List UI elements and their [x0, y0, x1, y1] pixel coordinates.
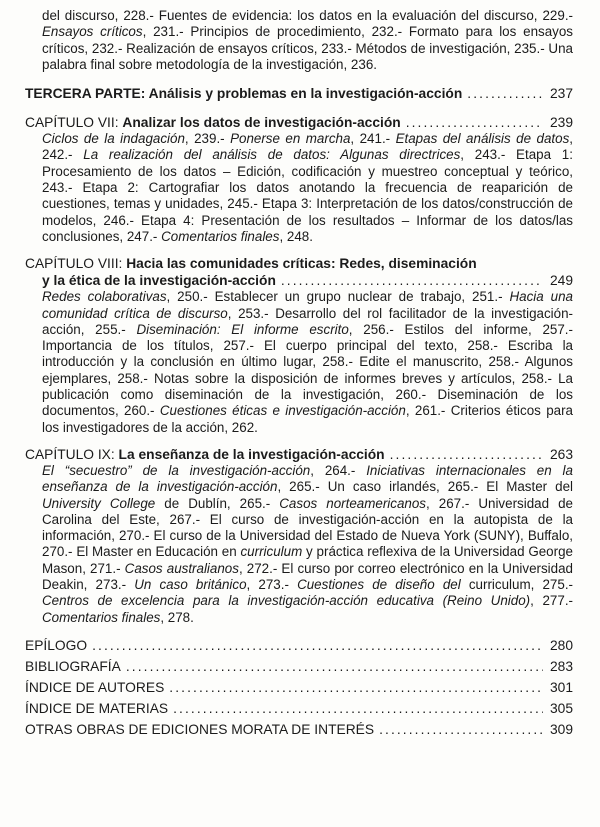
toc-entry-epilogo	[25, 638, 573, 659]
toc-continuation-paragraph: del discurso, 228.- Fuentes de evidencia: los datos en la evaluación del discurso, 229.- Ensayos críticos, 231.- Principios de procedimiento, 232.- Formato para los ensayos críticos, 232.- Realización de ensayos críticos, 233.- Métodos de investigación, 235.- Una palabra final sobre metodología de la investigación, 236.	[42, 8, 573, 72]
part-title: TERCERA PARTE: Análisis y problemas en la investigación-acción	[25, 86, 463, 102]
page-number: 301	[549, 679, 573, 695]
toc-entry-otras-obras	[25, 722, 573, 743]
chapter-7-title-text: Analizar los datos de investigación-acción	[122, 115, 401, 131]
dot-leader	[467, 85, 543, 99]
dot-leader	[92, 638, 543, 652]
toc-entry-indice-autores	[25, 680, 573, 701]
back-matter-label: ÍNDICE DE MATERIAS	[25, 700, 169, 716]
chapter-8-subentries: Redes colaborativas, 250.- Establecer un grupo nuclear de trabajo, 251.- Hacia una comunidad crítica de discurso, 253.- Desarrollo del rol facilitador de la investigación-acción, 255.- Diseminación: El informe escrito, 256.- Estilos del informe, 257.- Importancia de los títulos, 257.- El cuerpo principal del texto, 258.- Escriba la introducción y la conclusión en último lugar, 258.- Edite el manuscrito, 258.- Algunos ejemplares, 258.- Notas sobre la disposición de informes breves y artículos, 258.- La publicación como diseminación de la investigación, 260.- Diseminación de los documentos, 260.- Cuestiones éticas e investigación-acción, 261.- Criterios éticos para los investigadores de la acción, 262.	[42, 289, 574, 435]
dot-leader	[173, 701, 543, 715]
page-number: 239	[549, 115, 573, 131]
page-number: 309	[549, 721, 573, 737]
chapter-7-heading	[25, 114, 573, 131]
dot-leader	[126, 659, 543, 673]
page-number: 249	[549, 273, 573, 289]
chapter-8-heading-line1	[25, 255, 573, 272]
chapter-9-subentries: El “secuestro” de la investigación-acción, 264.- Iniciativas internacionales en la enseñanza de la investigación-acción, 265.- Un caso irlandés, 265.- El Master del University College de Dublín, 265.- Casos norteamericanos, 267.- Universidad de Carolina del Este, 267.- El curso de investigación-acción en la autopista de la información, 270.- El curso de la Universidad del Estado de Nueva York (SUNY), Buffalo, 270.- El Master en Educación en curriculum y práctica reflexiva de la Universidad George Mason, 271.- Casos australianos, 272.- El curso por correo electrónico en la Universidad Deakin, 273.- Un caso británico, 273.- Cuestiones de diseño del curriculum, 275.- Centros de excelencia para la investigación-acción educativa (Reino Unido), 277.- Comentarios finales, 278.	[42, 462, 573, 625]
back-matter-label: ÍNDICE DE AUTORES	[25, 679, 165, 695]
chapter-8-heading-line2	[42, 272, 573, 289]
toc-back-matter	[25, 638, 573, 743]
page-number: 280	[549, 637, 573, 653]
back-matter-label: EPÍLOGO	[25, 637, 88, 653]
back-matter-label: OTRAS OBRAS DE EDICIONES MORATA DE INTERÉS	[25, 721, 375, 737]
chapter-9-prefix: CAPÍTULO IX:	[25, 446, 119, 462]
chapter-8-prefix: CAPÍTULO VIII:	[25, 256, 127, 272]
back-matter-label: BIBLIOGRAFÍA	[25, 658, 121, 674]
chapter-7-title	[25, 114, 401, 131]
dot-leader	[169, 680, 543, 694]
toc-entry-chapter-9	[25, 446, 573, 626]
toc-entry-bibliografia	[25, 659, 573, 680]
chapter-7-subentries: Ciclos de la indagación, 239.- Ponerse en marcha, 241.- Etapas del análisis de datos, 242.- La realización del análisis de datos: Algunas directrices, 243.- Etapa 1: Procesamiento de los datos – Edición, codificación y muestreo conceptual y teórico, 243.- Etapa 2: Cartografiar los datos anotando la frecuencia de reaparición de cuestiones, temas y unidades, 245.- Etapa 3: Interpretación de los datos/construcción de modelos, 246.- Etapa 4: Presentación de los resultados – Informar de los datos/las conclusiones, 247.- Comentarios finales, 248.	[42, 131, 573, 244]
chapter-9-title-text: La enseñanza de la investigación-acción	[118, 446, 385, 462]
chapter-8-title-line2: y la ética de la investigación-acción	[42, 273, 276, 289]
toc-entry-chapter-7	[25, 114, 573, 245]
page-number: 305	[549, 700, 573, 716]
dot-leader	[390, 446, 543, 460]
dot-leader	[379, 722, 543, 736]
toc-entry-indice-materias	[25, 701, 573, 722]
page-number: 263	[549, 446, 573, 462]
dot-leader	[281, 272, 543, 286]
chapter-9-title	[25, 446, 385, 463]
dot-leader	[406, 114, 543, 128]
page-number: 283	[549, 658, 573, 674]
chapter-7-prefix: CAPÍTULO VII:	[25, 115, 123, 131]
chapter-9-heading	[25, 446, 573, 463]
chapter-8-title-line1: Hacia las comunidades críticas: Redes, diseminación	[126, 256, 477, 272]
page-number: 237	[549, 86, 573, 102]
toc-entry-chapter-8	[25, 255, 573, 436]
toc-entry-part-3	[25, 85, 573, 102]
